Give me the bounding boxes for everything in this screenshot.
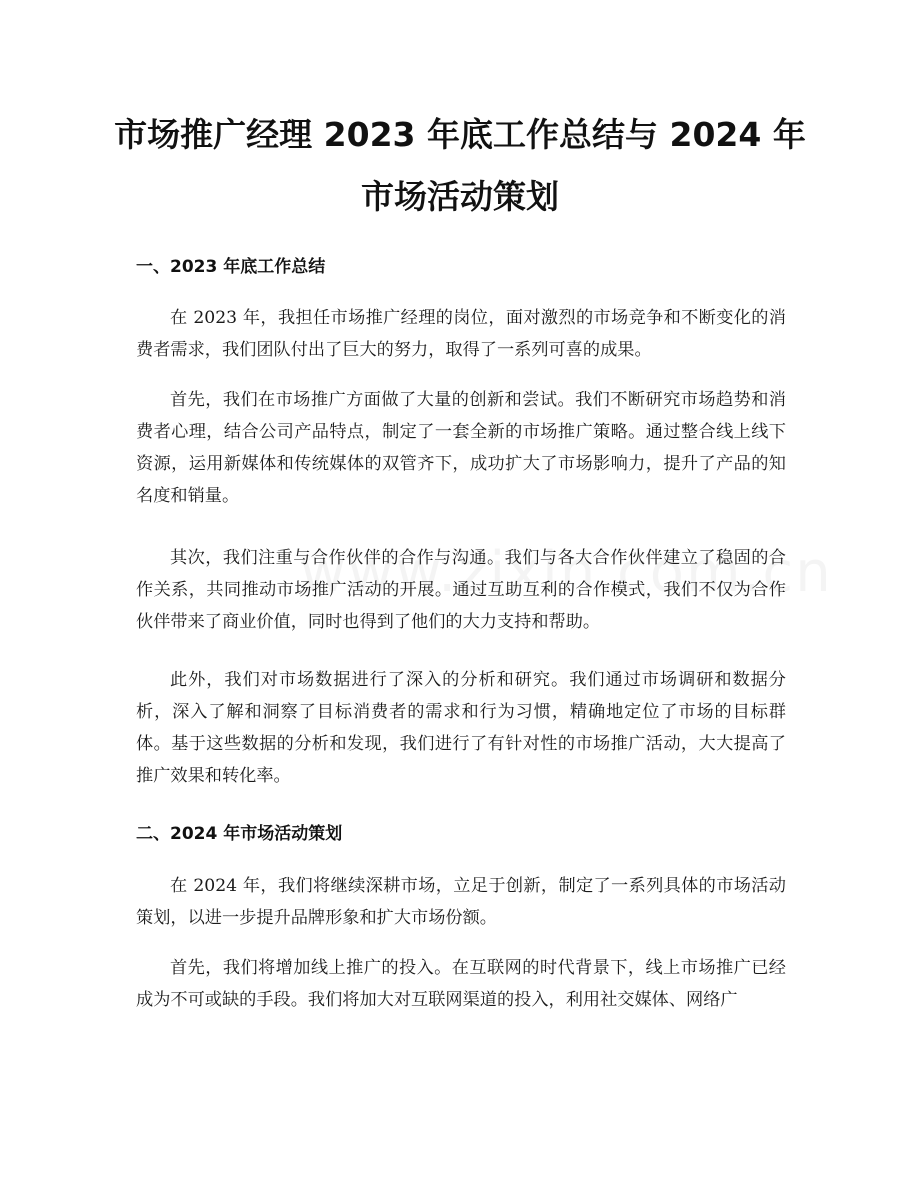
title-line-2: 市场活动策划 bbox=[361, 177, 559, 216]
paragraph-2-2: 首先，我们将增加线上推广的投入。在互联网的时代背景下，线上市场推广已经成为不可或缺的手段。我们将加大对互联网渠道的投入，利用社交媒体、网络广 bbox=[136, 958, 786, 1010]
section-heading-2: 二、2024 年市场活动策划 bbox=[136, 824, 343, 844]
title-line-1: 市场推广经理 2023 年底工作总结与 2024 年 bbox=[114, 115, 806, 154]
paragraph-1-2: 首先，我们在市场推广方面做了大量的创新和尝试。我们不断研究市场趋势和消费者心理，结合公司产品特点，制定了一套全新的市场推广策略。通过整合线上线下资源，运用新媒体和传统媒体的双管齐下，成功扩大了市场影响力，提升了产品的知名度和销量。 bbox=[136, 390, 786, 506]
paragraph-2-1: 在 2024 年，我们将继续深耕市场，立足于创新，制定了一系列具体的市场活动策划，以进一步提升品牌形象和扩大市场份额。 bbox=[136, 876, 786, 928]
paragraph-1-4: 此外，我们对市场数据进行了深入的分析和研究。我们通过市场调研和数据分析，深入了解和洞察了目标消费者的需求和行为习惯，精确地定位了市场的目标群体。基于这些数据的分析和发现，我们进行了有针对性的市场推广活动，大大提高了推广效果和转化率。 bbox=[136, 670, 786, 786]
section-heading-1: 一、2023 年底工作总结 bbox=[136, 257, 326, 277]
paragraph-1-1: 在 2023 年，我担任市场推广经理的岗位，面对激烈的市场竞争和不断变化的消费者需求，我们团队付出了巨大的努力，取得了一系列可喜的成果。 bbox=[136, 308, 786, 360]
document-title bbox=[80, 104, 840, 228]
paragraph-1-3: 其次，我们注重与合作伙伴的合作与沟通。我们与各大合作伙伴建立了稳固的合作关系，共同推动市场推广活动的开展。通过互助互利的合作模式，我们不仅为合作伙伴带来了商业价值，同时也得到了他们的大力支持和帮助。 bbox=[136, 548, 786, 632]
